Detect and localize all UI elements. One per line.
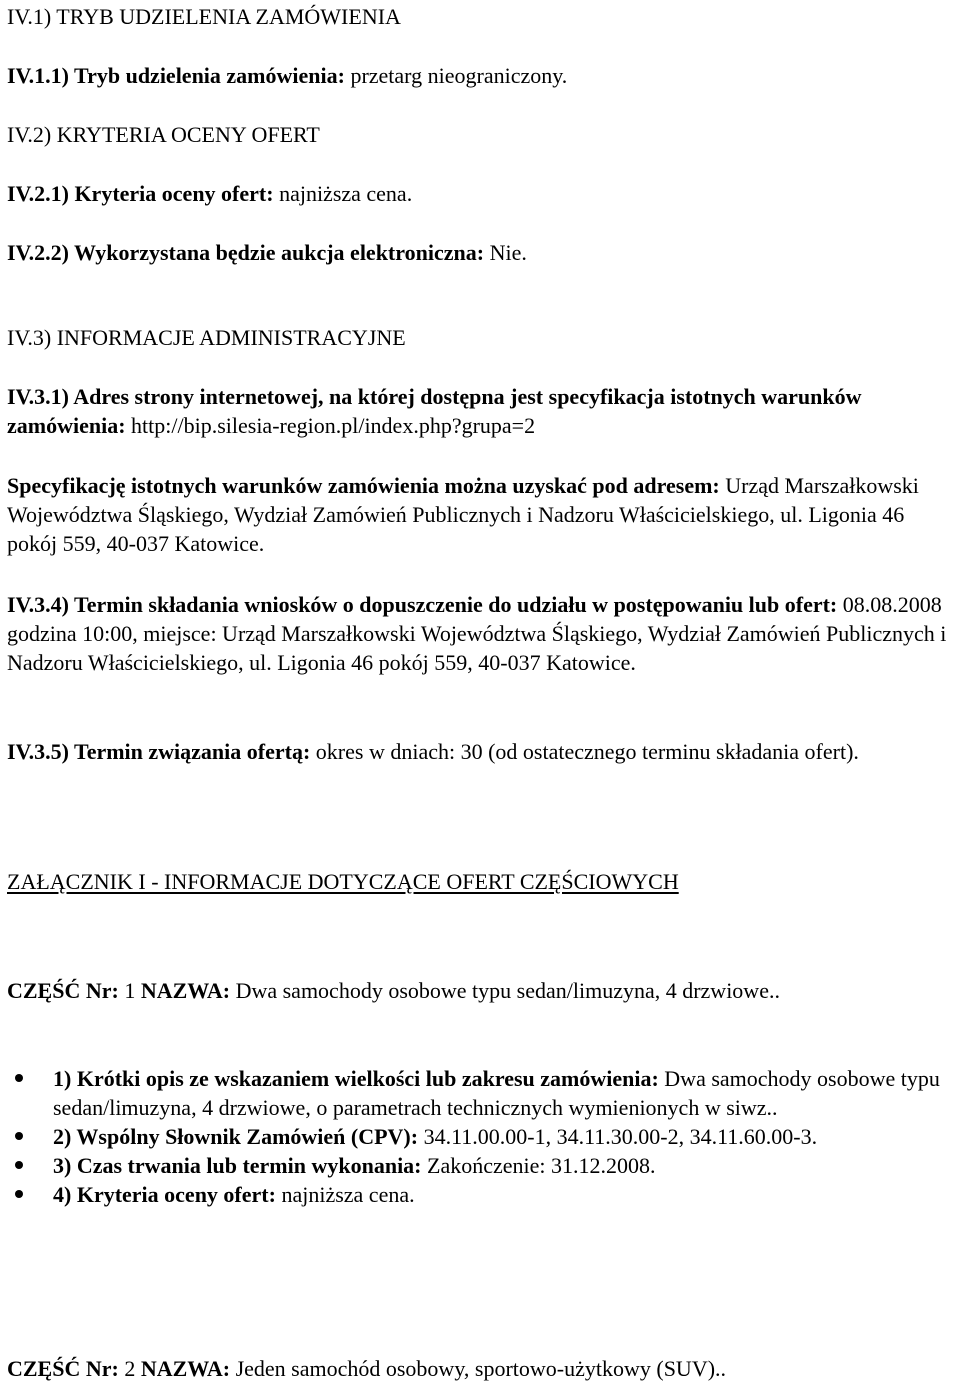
section-iv34-label: IV.3.4) Termin składania wniosków o dopuszczenie do udziału w postępowaniu lub ofert: — [7, 592, 838, 617]
part-1-details-list — [0, 1064, 960, 1209]
list-item — [0, 1064, 958, 1122]
part-1-item-value: Zakończenie: 31.12.2008. — [427, 1153, 656, 1178]
list-item — [0, 1180, 958, 1209]
part-1-header — [7, 976, 953, 1005]
section-iv21 — [7, 179, 953, 208]
part-1-item-value: Dwa samochody osobowe typu sedan/limuzyna, 4 drzwiowe, o parametrach technicznych wymienionych w siwz.. — [53, 1066, 940, 1120]
bullet-icon — [15, 1190, 23, 1198]
section-iv31 — [7, 382, 953, 440]
list-item — [0, 1122, 958, 1151]
section-iv1-title: IV.1) TRYB UDZIELENIA ZAMÓWIENIA — [7, 4, 401, 29]
list-item — [0, 1151, 958, 1180]
annex-title — [7, 867, 953, 896]
section-iv31-label: IV.3.1) Adres strony internetowej, na której dostępna jest specyfikacja istotnych warunków zamówienia: — [7, 384, 862, 438]
bullet-icon — [15, 1132, 23, 1140]
section-iv22 — [7, 238, 953, 267]
section-iv3-title: IV.3) INFORMACJE ADMINISTRACYJNE — [7, 325, 406, 350]
part-1-item-label: 1) Krótki opis ze wskazaniem wielkości lub zakresu zamówienia: — [53, 1066, 659, 1091]
part-1-name-value: Dwa samochody osobowe typu sedan/limuzyna, 4 drzwiowe.. — [235, 978, 780, 1003]
section-iv35-label: IV.3.5) Termin związania ofertą: — [7, 739, 311, 764]
part-2-name-value: Jeden samochód osobowy, sportowo-użytkowy (SUV).. — [235, 1356, 727, 1381]
part-1-item-value: najniższa cena. — [281, 1182, 415, 1207]
section-iv2-heading — [7, 120, 953, 149]
part-1-name-label: NAZWA: — [140, 978, 231, 1003]
section-iv21-label: IV.2.1) Kryteria oceny ofert: — [7, 181, 274, 206]
section-iv35 — [7, 737, 953, 766]
section-iv34-value: 08.08.2008 godzina 10:00, miejsce: Urząd Marszałkowski Województwa Śląskiego, Wydział Zamówień Publicznych i Nadzoru Właścicielskiego, ul. Ligonia 46 pokój 559, 40-037 Katowice. — [7, 592, 947, 675]
section-iv3-heading — [7, 323, 953, 352]
section-iv2-title: IV.2) KRYTERIA OCENY OFERT — [7, 122, 320, 147]
part-1-item-label: 2) Wspólny Słownik Zamówień (CPV): — [53, 1124, 419, 1149]
section-iv22-value: Nie. — [489, 240, 527, 265]
part-2-number: 2 — [124, 1356, 136, 1381]
part-2-header — [7, 1354, 953, 1383]
specification-url: http://bip.silesia-region.pl/index.php?grupa=2 — [131, 413, 536, 438]
part-1-item-value: 34.11.00.00-1, 34.11.30.00-2, 34.11.60.00-3. — [423, 1124, 818, 1149]
section-iv11-label: IV.1.1) Tryb udzielenia zamówienia: — [7, 63, 345, 88]
section-iv21-value: najniższa cena. — [279, 181, 413, 206]
section-iv34 — [7, 590, 953, 677]
specification-address-label: Specyfikację istotnych warunków zamówienia można uzyskać pod adresem: — [7, 473, 720, 498]
section-iv1-heading — [7, 2, 953, 31]
bullet-icon — [15, 1074, 23, 1082]
annex-title-text: ZAŁĄCZNIK I - INFORMACJE DOTYCZĄCE OFERT CZĘŚCIOWYCH — [7, 869, 679, 894]
specification-address-value: Urząd Marszałkowski Województwa Śląskiego, Wydział Zamówień Publicznych i Nadzoru Właścicielskiego, ul. Ligonia 46 pokój 559, 40-037 Katowice. — [7, 473, 919, 556]
section-iv11 — [7, 61, 953, 90]
bullet-icon — [15, 1161, 23, 1169]
part-1-item-label: 4) Kryteria oceny ofert: — [53, 1182, 276, 1207]
specification-address — [7, 471, 953, 558]
part-1-number: 1 — [124, 978, 136, 1003]
part-2-name-label: NAZWA: — [140, 1356, 231, 1381]
section-iv11-value: przetarg nieograniczony. — [350, 63, 568, 88]
section-iv22-label: IV.2.2) Wykorzystana będzie aukcja elektroniczna: — [7, 240, 485, 265]
part-2-label: CZĘŚĆ Nr: — [7, 1356, 119, 1381]
section-iv35-value: okres w dniach: 30 (od ostatecznego terminu składania ofert). — [315, 739, 859, 764]
part-1-label: CZĘŚĆ Nr: — [7, 978, 119, 1003]
part-1-item-label: 3) Czas trwania lub termin wykonania: — [53, 1153, 422, 1178]
